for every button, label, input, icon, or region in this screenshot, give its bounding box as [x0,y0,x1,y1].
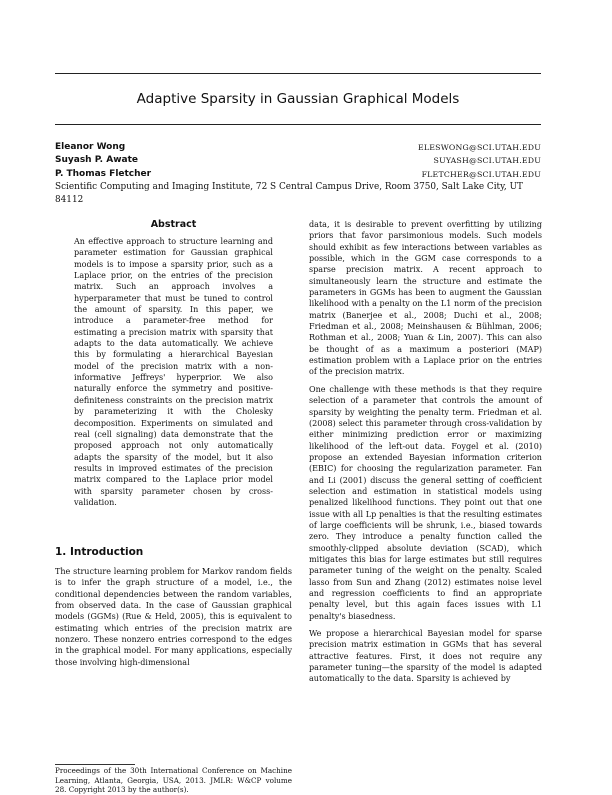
title-rule-bottom [55,124,541,125]
author-row [55,168,541,181]
author-name: P. Thomas Fletcher [55,168,152,179]
abstract-text: An effective approach to structure learning and parameter estimation for Gaussian graphical models is to impose a sparsity prior, such as a Laplace prior, on the entries of the precision matrix. Such an approach involves a hyperparameter that must be tuned to control the amount of sparsity. In this paper, we introduce a parameter-free method for estimating a precision matrix with sparsity that adapts to the data automatically. We achieve this by formulating a hierarchical Bayesian model of the precision matrix with a non-informative Jeffreys' hyperprior. We also naturally enforce the symmetry and positive-definiteness constraints on the precision matrix by parameterizing it with the Cholesky decomposition. Experiments on simulated and real (cell signaling) data demonstrate that the proposed approach not only automatically adapts the sparsity of the model, but it also results in improved estimates of the precision matrix compared to the Laplace prior model with sparsity parameter chosen by cross-validation. [74,237,273,507]
author-row [55,141,541,154]
paper-title: Adaptive Sparsity in Gaussian Graphical Models [136,91,460,107]
footnote-rule [55,764,135,765]
title-rule-top [55,73,541,74]
author-email: FLETCHER@SCI.UTAH.EDU [421,169,541,179]
body-paragraph: We propose a hierarchical Bayesian model for sparse precision matrix estimation in GGMs that has several attractive features. First, it does not require any parameter tuning—the sparsity of the model is adapted automatically to the data. Sparsity is achieved by [309,629,542,684]
author-name: Eleanor Wong [55,142,126,152]
author-block [55,141,541,207]
section-heading: 1. Introduction [55,546,144,558]
affiliation: Scientific Computing and Imaging Institute, 72 S Central Campus Drive, Room 3750, Salt Lake City, UT 84112 [55,181,523,206]
body-paragraph: data, it is desirable to prevent overfitting by utilizing priors that favor parsimonious models. Such models should exhibit as few interactions between variables as possible, which in the GGM case corresponds to a sparse precision matrix. A recent approach to simultaneously learn the structure and estimate the parameters in GGMs has been to augment the Gaussian likelihood with a penalty on the L1 norm of the precision matrix (Banerjee et al., 2008; Duchi et al., 2008; Friedman et al., 2008; Meinshausen & Bühlman, 2006; Rothman et al., 2008; Yuan & Lin, 2007). This can also be thought of as a maximum a posteriori (MAP) estimation problem with a Laplace prior on the entries of the precision matrix. [309,220,542,377]
intro-paragraph: The structure learning problem for Markov random fields is to infer the graph structure of a model, i.e., the conditional dependencies between the random variables, from observed data. In the case of Gaussian graphical models (GGMs) (Rue & Held, 2005), this is equivalent to estimating which entries of the precision matrix are nonzero. These nonzero entries correspond to the edges in the graphical model. For many applications, especially those involving high-dimensional [55,567,292,667]
author-row [55,154,541,167]
author-email: ELESWONG@SCI.UTAH.EDU [418,143,541,152]
abstract-heading: Abstract [150,219,197,230]
author-name: Suyash P. Awate [55,155,138,166]
right-column [309,219,542,691]
author-email: SUYASH@SCI.UTAH.EDU [433,156,541,166]
body-paragraph: One challenge with these methods is that they require selection of a parameter that controls the amount of sparsity by weighting the penalty term. Friedman et al. (2008) select this parameter through cross-validation by either minimizing prediction error or maximizing likelihood of the left-out data. Foygel et al. (2010) propose an extended Bayesian information criterion (EBIC) for choosing the regularization parameter. Fan and Li (2001) discuss the general setting of coefficient selection and estimation in statistical models using penalized likelihood functions. They point out that one issue with all Lp penalties is that the resulting estimates of large coefficients will be shrunk, i.e., biased towards zero. They introduce a penalty function called the smoothly-clipped absolute deviation (SCAD), which mitigates this bias for large estimates but still requires parameter tuning of the weight on the penalty. Scaled lasso from Sun and Zhang (2012) estimates noise level and regression coefficients to find an appropriate penalty level, but this again faces issues with L1 penalty's biasedness. [309,384,542,621]
footnote: Proceedings of the 30th International Conference on Machine Learning, Atlanta, Georgia, USA, 2013. JMLR: W&CP volume 28. Copyright 2013 by the author(s). [55,766,292,795]
